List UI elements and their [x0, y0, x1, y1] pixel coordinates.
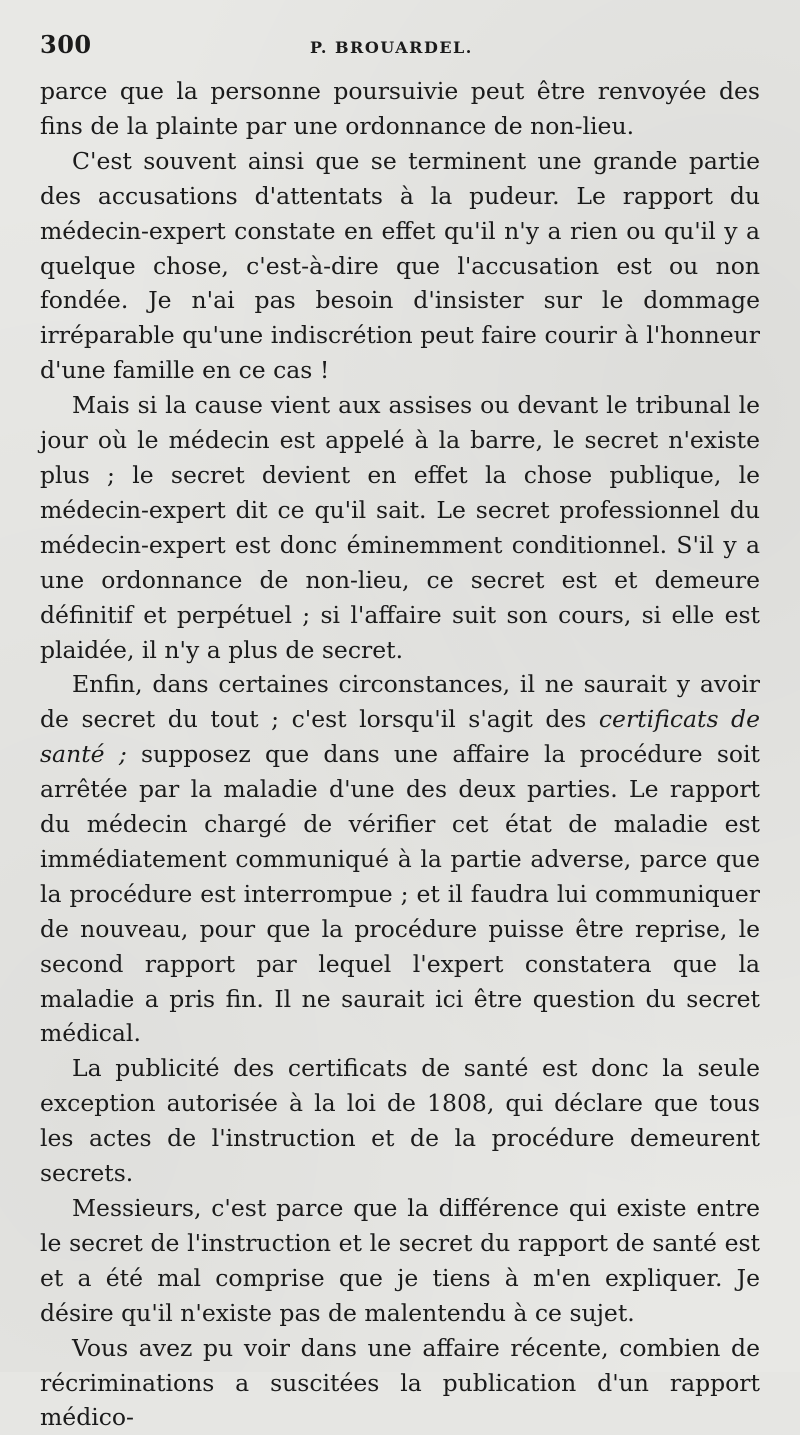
paragraph-continuation: parce que la personne poursuivie peut être renvoyée des fins de la plainte par une ordonnance de non-lieu.: [40, 77, 760, 140]
body-text: [40, 74, 760, 1435]
page-number: 300: [40, 30, 92, 59]
paragraph-certificats: [40, 667, 760, 1051]
paragraph-assises: Mais si la cause vient aux assises ou devant le tribunal le jour où le médecin est appelé à la barre, le secret n'existe plus ; le secret devient en effet la chose publique, le médecin-expert dit ce qu'il sait. Le secret professionnel du médecin-expert est donc éminemment conditionnel. S'il y a une ordonnance de non-lieu, ce secret est et demeure définitif et perpétuel ; si l'affaire suit son cours, si elle est plaidée, il n'y a plus de secret.: [40, 391, 760, 664]
emphasis-certificats-de-sante: certificats de santé ;: [40, 705, 760, 769]
paragraph-certificats-after: supposez que dans une affaire la procédure soit arrêtée par la maladie d'une des deux parties. Le rapport du médecin chargé de vérifier cet état de maladie est immédiatement communiqué à la partie adverse, parce que la procédure est interrompue ; et il faudra lui communiquer de nouveau, pour que la procédure puisse être reprise, le second rapport par lequel l'expert constatera que la maladie a pris fin. Il ne saurait ici être question du secret médical.: [40, 740, 760, 1048]
paragraph-attentats: C'est souvent ainsi que se terminent une grande partie des accusations d'attentats à la pudeur. Le rapport du médecin-expert constate en effet qu'il n'y a rien ou qu'il y a quelque chose, c'est-à-dire que l'accusation est ou non fondée. Je n'ai pas besoin d'insister sur le dommage irréparable qu'une indiscrétion peut faire courir à l'honneur d'une famille en ce cas !: [40, 146, 760, 385]
running-head: P. BROUARDEL.: [310, 38, 473, 57]
paragraph-publicite: La publicité des certificats de santé est donc la seule exception autorisée à la loi de 1808, qui déclare que tous les actes de l'instruction et de la procédure demeurent secrets.: [40, 1054, 760, 1188]
paragraph-affaire-recente: Vous avez pu voir dans une affaire récente, combien de récriminations a suscitées la publication d'un rapport médico-: [40, 1333, 760, 1432]
paragraph-certificats-before: Enfin, dans certaines circonstances, il ne saurait y avoir de secret du tout ; c'est lorsqu'il s'agit des: [40, 670, 760, 734]
page-header: [40, 30, 760, 74]
paragraph-messieurs: Messieurs, c'est parce que la différence qui existe entre le secret de l'instruction et le secret du rapport de santé est et a été mal comprise que je tiens à m'en expliquer. Je désire qu'il n'existe pas de malentendu à ce sujet.: [40, 1194, 760, 1327]
